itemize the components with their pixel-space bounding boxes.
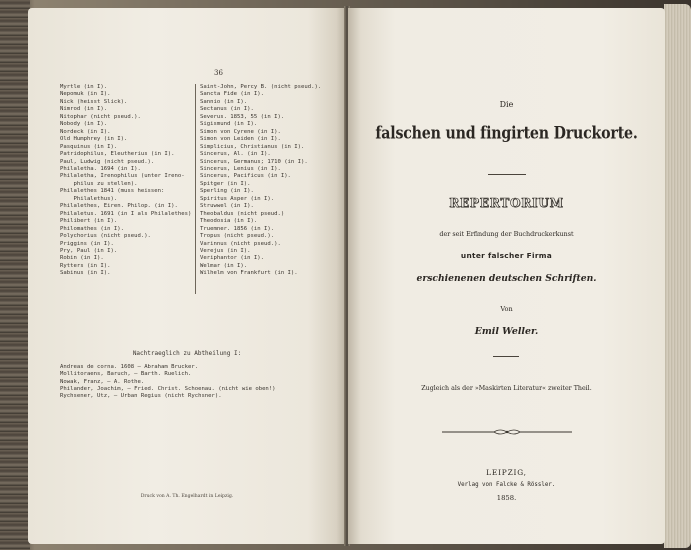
ornament-rule	[442, 427, 572, 437]
list-item: Truemner. 1856 (in I).	[200, 225, 275, 232]
list-item: Sincerus, Al. (in I).	[200, 151, 271, 158]
list-item: philus zu stellen).	[60, 180, 138, 187]
list-item: Verejus (in I).	[200, 247, 251, 254]
list-item: Nitophar (nicht pseud.).	[60, 113, 141, 120]
by-label: Von	[500, 305, 513, 313]
addendum-list	[60, 364, 276, 400]
list-item: Severus. 1853, 55 (in I).	[200, 113, 285, 120]
list-item: Tropus (nicht pseud.).	[200, 233, 275, 240]
title-page	[348, 8, 665, 544]
list-item: Paul, Ludwig (nicht pseud.).	[60, 158, 155, 165]
printer-imprint: Druck von A. Th. Engelhardt in Leipzig.	[140, 494, 234, 499]
list-item: Simon von Cyrene (in I).	[200, 128, 281, 135]
list-item: Sincerus, Germanus; 1710 (in I).	[200, 158, 308, 165]
list-item: Pry, Paul (in I).	[60, 247, 118, 254]
imprint-year: 1858.	[496, 494, 517, 502]
author-name: Emil Weller.	[474, 326, 539, 337]
list-item: Struwwel (in I).	[200, 203, 254, 210]
list-item: Nobody (in I).	[60, 121, 108, 128]
list-item: Wilhelm von Frankfurt (in I).	[200, 270, 298, 277]
page-edges-right	[664, 4, 691, 548]
series-note: Zugleich als der »Maskirten Literatur« zweiter Theil.	[421, 385, 592, 392]
subtitle-schriften: erschienenen deutschen Schriften.	[416, 273, 597, 284]
main-title: falschen und fingirten Druckorte.	[375, 124, 638, 144]
subtitle-firma: unter falscher Firma	[460, 251, 553, 260]
list-item: Rytters (in I).	[60, 262, 111, 269]
list-item: Philalethus).	[60, 195, 118, 202]
list-item: Myrtle (in I).	[60, 84, 108, 90]
list-item: Philomathes (in I).	[60, 225, 124, 232]
list-item: Old Humphrey (in I).	[60, 136, 128, 143]
list-item: Sancta Fide (in I).	[200, 91, 264, 98]
list-item: Simon von Leiden (in I).	[200, 136, 281, 143]
list-item: Philaletha, Irenophilus (unter Ireno-	[60, 173, 185, 180]
list-item: Varinnus (nicht pseud.).	[200, 240, 281, 247]
subtitle-line: der seit Erfindung der Buchdruckerkunst	[439, 230, 574, 238]
list-item: Spiritus Asper (in I).	[200, 195, 275, 202]
list-item: Theodosia (in I).	[200, 218, 258, 225]
addendum-heading: Nachtraeglich zu Abtheilung I:	[132, 350, 242, 357]
list-item: Philalethes, Eiren. Philop. (in I).	[60, 203, 178, 210]
list-item: Philibert (in I).	[60, 218, 118, 225]
list-item: Sigismund (in I).	[200, 121, 258, 128]
pseudonym-column-2	[200, 84, 340, 278]
list-item: Polychorius (nicht pseud.).	[60, 233, 151, 240]
repertorium-heading: REPERTORIUM	[449, 196, 564, 210]
list-item: Robin (in I).	[60, 255, 104, 262]
addendum-item: Mollitoraens, Baruch, — Barth. Ruelich.	[60, 371, 192, 378]
list-item: Sectanus (in I).	[200, 106, 254, 113]
list-item: Nepomuk (in I).	[60, 91, 111, 98]
list-item: Simplicius, Christianus (in I).	[200, 143, 305, 150]
list-item: Sannio (in I).	[200, 98, 248, 105]
title-small: Die	[499, 100, 514, 109]
book-edge-left	[0, 0, 30, 550]
list-item: Sincerus, Pacificus (in I).	[200, 173, 291, 180]
addendum-item: Philander, Joachim, — Fried. Christ. Schoenau. (nicht wie oben!)	[60, 385, 276, 392]
addendum-item: Rychsener, Utz, — Urban Regius (nicht Rychsner).	[60, 393, 222, 400]
author-rule	[493, 356, 519, 357]
list-item: Pasquinus (in I).	[60, 143, 118, 150]
list-item: Veriphantor (in I).	[200, 255, 264, 262]
list-item: Theobaldus (nicht pseud.)	[200, 210, 285, 217]
pseudonym-column-1	[60, 84, 220, 278]
list-item: Philaletus. 1691 (in I als Philalethes)	[60, 210, 192, 217]
list-item: Nordeck (in I).	[60, 128, 111, 135]
left-page	[28, 8, 346, 544]
list-item: Welmar (in I).	[200, 262, 248, 269]
list-item: Priggins (in I).	[60, 240, 114, 247]
imprint-city: LEIPZIG,	[486, 468, 527, 477]
list-item: Sabinus (in I).	[60, 270, 111, 277]
list-item: Sincerus, Lenius (in I).	[200, 165, 281, 172]
list-item: Patridophilus, Eleutherius (in I).	[60, 151, 175, 158]
list-item: Spitger (in I).	[200, 180, 251, 187]
list-item: Philalethа. 1694 (in I).	[60, 165, 141, 172]
list-item: Sperling (in I).	[200, 188, 254, 195]
list-item: Nick (heisst Slick).	[60, 98, 128, 105]
addendum-item: Andreas de corna. 1608 — Abraham Brucker.	[60, 364, 199, 370]
list-item: Philalethes 1841 (muss heissen:	[60, 188, 165, 195]
list-item: Nimrod (in I).	[60, 106, 108, 113]
list-item: Saint-John, Percy B. (nicht pseud.).	[200, 84, 322, 90]
page-number: 36	[214, 69, 223, 77]
addendum-item: Nowak, Franz, — A. Rothe.	[60, 378, 145, 385]
title-rule	[488, 174, 526, 175]
column-divider	[195, 84, 196, 294]
imprint-publisher: Verlag von Falcke & Rössler.	[457, 482, 556, 488]
